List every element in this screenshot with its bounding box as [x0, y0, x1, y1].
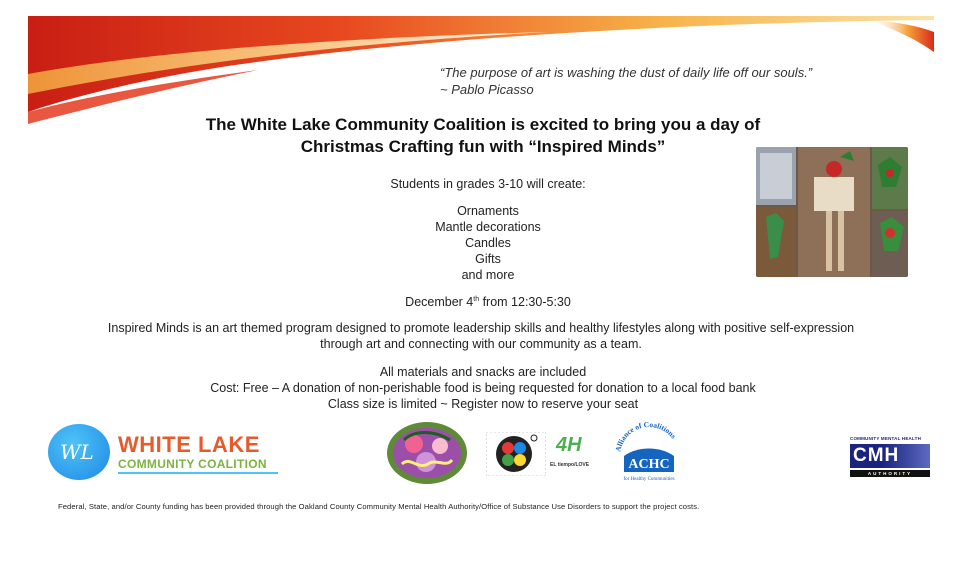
- headline-line-1: The White Lake Community Coalition is excited to bring you a day of: [205, 115, 761, 134]
- date-prefix: December 4: [405, 295, 474, 310]
- achc-arc-text: Alliance of Coalitions: [614, 422, 679, 453]
- headline-line-2: Christmas Crafting fun with “Inspired Minds”: [300, 137, 666, 156]
- list-item: Gifts: [475, 252, 501, 266]
- crafts-photo-collage: [756, 147, 908, 277]
- intro-text: Students in grades 3-10 will create:: [390, 177, 586, 191]
- craft-items-list: [208, 203, 768, 283]
- quote-text: “The purpose of art is washing the dust of daily life off our souls.”: [440, 65, 813, 80]
- funding-disclaimer: Federal, State, and/or County funding has been provided through the Oakland County Community Mental Health Authority/Office of Substance Use Disorders to support the project costs.: [58, 502, 700, 511]
- event-info: [88, 364, 878, 412]
- materials-text: All materials and snacks are included: [379, 365, 587, 379]
- description-line-1: Inspired Minds is an art themed program designed to promote leadership skills and healthy lifestyles along with positive self-expression: [107, 321, 855, 335]
- white-lake-logo: [48, 424, 280, 480]
- 4h-mark: 4H: [556, 434, 582, 456]
- achc-logo: [614, 422, 684, 484]
- cmh-authority-logo: [850, 436, 930, 478]
- cmh-mark: CMH: [853, 445, 900, 466]
- white-lake-underline: [118, 472, 278, 474]
- list-item: and more: [461, 268, 515, 282]
- cost-text: Cost: Free – A donation of non-perishable food is being requested for donation to a local food bank: [210, 381, 756, 395]
- list-item: Ornaments: [457, 204, 519, 218]
- description-line-2: through art and connecting with our community as a team.: [320, 337, 642, 351]
- date-suffix: th: [473, 296, 480, 303]
- crafts-photo-image: [756, 147, 908, 277]
- achc-tagline: for Healthy Communities: [623, 477, 675, 482]
- youth-program-logo: [486, 432, 546, 476]
- inspired-minds-logo: [384, 420, 470, 486]
- cmh-banner: [850, 444, 930, 468]
- list-item: Candles: [465, 236, 511, 250]
- white-lake-mark: WL: [60, 440, 94, 464]
- flyer-slide: [28, 16, 934, 528]
- cmh-bottom-text: AUTHORITY: [850, 470, 930, 477]
- 4h-logo: [550, 432, 600, 478]
- list-item: Mantle decorations: [435, 220, 541, 234]
- quote-block: [440, 64, 920, 98]
- white-lake-title: WHITE LAKE: [118, 432, 260, 457]
- class-size-text: Class size is limited ~ Register now to reserve your seat: [327, 397, 639, 411]
- quote-author: ~ Pablo Picasso: [440, 82, 534, 97]
- achc-mark: ACHC: [628, 457, 670, 472]
- white-lake-subtitle: COMMUNITY COALITION: [118, 457, 267, 471]
- cmh-top-text: COMMUNITY MENTAL HEALTH: [850, 436, 922, 441]
- 4h-tagline: EL tiempo/LOVE: [550, 462, 590, 468]
- event-date: [208, 292, 768, 310]
- achc-emblem: [614, 422, 684, 484]
- program-description: [48, 320, 914, 352]
- date-time: from 12:30-5:30: [479, 295, 571, 310]
- svg-text:Alliance of Coalitions: [614, 422, 678, 452]
